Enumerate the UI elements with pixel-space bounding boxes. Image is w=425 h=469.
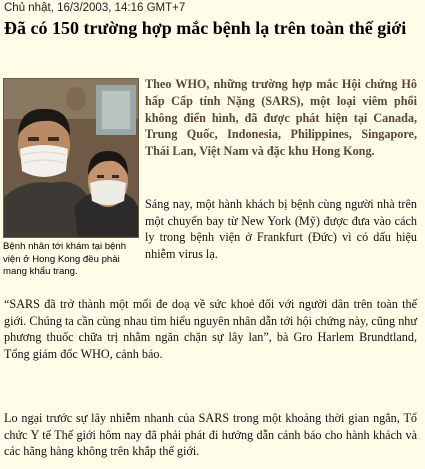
article-paragraph: Lo ngại trước sự lây nhiễm nhanh của SARS trong một khoảng thời gian ngắn, Tổ chức Y tế Thế giới hôm nay đã phải phát đi hướng dẫn cảnh báo cho hành khách và các hãng hàng không trên khắp thế giới. [4, 411, 417, 459]
article-lead: Theo WHO, những trường hợp mắc Hội chứng Hô hấp Cấp tính Nặng (SARS), một loại viêm phổi không điển hình, đã được phát hiện tại Canada, Trung Quốc, Indonesia, Philippines, Singapore, Thái Lan, Việt Nam và đặc khu Hong Kong. [145, 77, 417, 159]
article-title: Đã có 150 trường hợp mắc bệnh lạ trên toàn thế giới [4, 18, 407, 38]
article-photo-box [3, 78, 139, 279]
photo-caption: Bệnh nhân tới khám tại bệnh viện ở Hong Kong đều phải mang khẩu trang. [3, 241, 127, 277]
article-paragraph: “SARS đã trở thành một mối đe doạ về sức khoẻ đối với người dân trên toàn thế giới. Chúng ta cần cùng nhau tìm hiểu nguyên nhân dẫn tới hội chứng này, cũng như phương thuốc chữa trị nhằm ngăn chặn sự lây lan”, bà Gro Harlem Brundtland, Tổng giám đốc WHO, cảnh báo. [4, 297, 417, 361]
article-photo [3, 78, 139, 238]
article-dateline: Chủ nhật, 16/3/2003, 14:16 GMT+7 [4, 2, 186, 14]
article-paragraph: Sáng nay, một hành khách bị bệnh cùng người nhà trên một chuyến bay từ New York (Mỹ) được đưa vào cách ly trong bệnh viện ở Frankfurt (Đức) vì có dấu hiệu nhiễm virus lạ. [145, 197, 417, 261]
